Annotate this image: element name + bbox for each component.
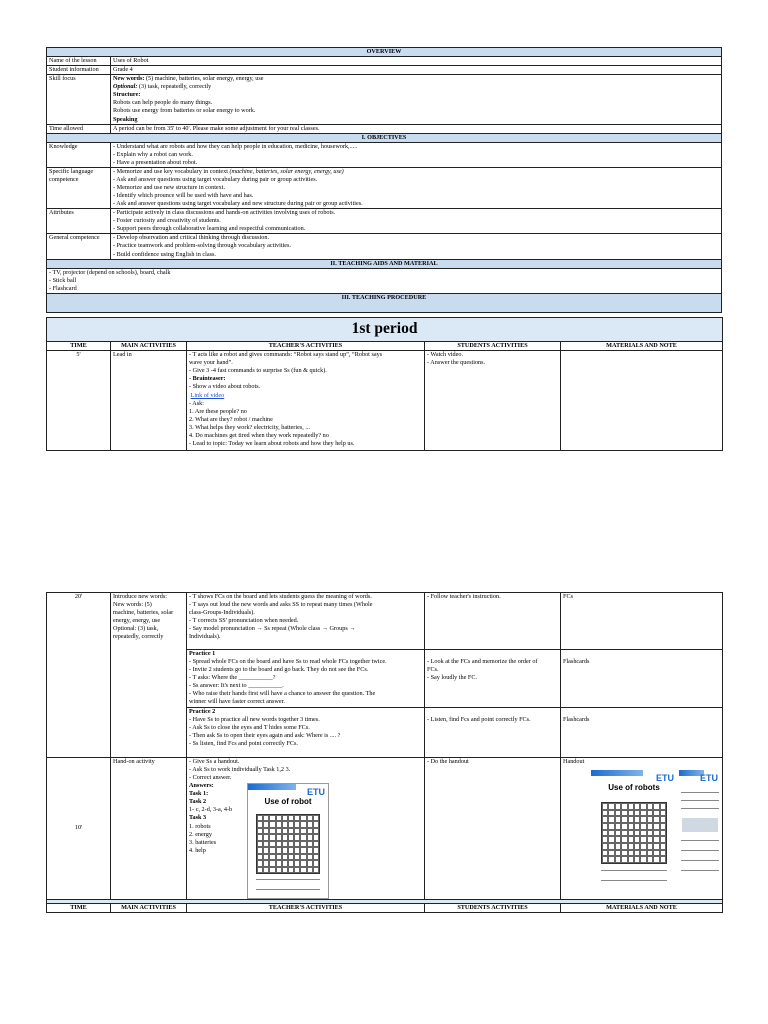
procedure-table-2	[46, 592, 723, 913]
general-line: - Build confidence using English in class.	[113, 250, 216, 258]
teacher-line: - Ask Ss to close the eyes and T hides some FCs.	[189, 724, 310, 732]
knowledge-line: - Have a presentation about robot.	[113, 158, 198, 166]
lesson-name-value: Uses of Robot	[111, 57, 722, 66]
col-time: TIME	[47, 904, 111, 913]
practice1-teacher	[187, 650, 425, 708]
activity-line: New words: (5)	[113, 601, 152, 609]
language-vocab-italic: (machine, batteries, solar energy, energy, use)	[229, 167, 344, 175]
teacher-line: - Ss answer: It's next to ___________.	[189, 682, 284, 690]
video-link[interactable]: Link of video	[190, 391, 225, 399]
knowledge-label: Knowledge	[47, 142, 111, 167]
student-line: - Answer the questions.	[427, 359, 486, 367]
teacher-line: - Say model pronunciation → Ss repeat (Whole class → Groups →	[189, 625, 356, 633]
knowledge-line: - Explain why a robot can work.	[113, 150, 193, 158]
task3-answer: 2. energy	[189, 830, 212, 838]
language-line: - Identify which prounce will be used with have and has.	[113, 192, 254, 200]
teacher-line: - Invite 2 students go to the board and go back. They do not see the FCs.	[189, 666, 369, 674]
teacher-line: Individuals).	[189, 633, 221, 641]
teacher-line: - T asks: Where the ___________?	[189, 674, 276, 682]
attributes-label: Attributes	[47, 209, 111, 234]
lesson-name-label: Name of the lesson	[47, 57, 111, 66]
col-teacher-activities: TEACHER'S ACTIVITIES	[187, 904, 425, 913]
teacher-line: - Who raise their hands first will have a chance to answer the question. The	[189, 690, 376, 698]
answers-label: Answers:	[189, 782, 214, 790]
teacher-line: 3. What helps they work? electricity, batteries, ...	[189, 423, 310, 431]
teacher-line: - Lead to topic: Today we learn about robots and how they help us.	[189, 439, 355, 447]
general-line: - Develop observation and critical thinking through discussion.	[113, 234, 270, 242]
col-main-activities: MAIN ACTIVITIES	[111, 904, 187, 913]
lead-in-activity: Lead in	[111, 351, 187, 451]
student-info-value: Grade 4	[111, 66, 722, 75]
grid-cell	[660, 850, 666, 857]
student-line: - Listen, find Fcs and point correctly FCs.	[427, 716, 531, 724]
col-materials: MATERIALS AND NOTE	[561, 904, 723, 913]
col-materials: MATERIALS AND NOTE	[561, 342, 723, 351]
student-line: - Say loudly the FC.	[427, 674, 478, 682]
new-words-value: (5) machine, batteries, solar energy, energy, use	[144, 75, 264, 83]
student-line: FCs.	[427, 666, 439, 674]
brainteaser-label: - Brainteaser:	[189, 375, 226, 383]
vocab-teacher	[187, 593, 425, 650]
task2-answers: 1- c, 2-d, 3-a, 4-b	[189, 806, 233, 814]
grid-cell	[660, 856, 666, 863]
handout-page-1	[591, 770, 677, 885]
etu-logo: ETU	[700, 773, 718, 783]
task2-label: Task 2	[189, 798, 207, 806]
practice2-materials-text: Flashcards	[563, 716, 590, 724]
teacher-line: - Show a video about robots.	[189, 383, 261, 391]
aids-header: II. TEACHING AIDS AND MATERIAL	[47, 259, 722, 268]
practice1-students	[425, 650, 561, 708]
task3-answer: 1. robots	[189, 822, 211, 830]
vocab-students: - Follow teacher's instruction.	[425, 593, 561, 650]
teacher-line: - Correct answer.	[189, 774, 232, 782]
word-search-grid	[256, 814, 320, 874]
optional-value: (3) task, repeatedly, correctly	[137, 83, 212, 91]
language-label-line: competence	[49, 175, 79, 183]
handout-banner	[248, 784, 296, 790]
activity-line: energy, energy, use	[113, 617, 161, 625]
language-competence-label	[47, 167, 111, 208]
aids-line: - Stick ball	[49, 276, 77, 284]
language-line: - Memorize and use new structure in context.	[113, 184, 226, 191]
student-line: - Look at the FCs and memorize the order of	[427, 658, 538, 666]
time-allowed-value: A period can be from 35' to 40'. Please make some adjustment for your real classes.	[111, 124, 722, 133]
teacher-line: - Ask Ss to work individually Task 1,2 3.	[189, 766, 291, 774]
handout-page-2	[679, 770, 721, 885]
handon-activity: Hand-on activity	[111, 758, 187, 900]
teacher-line: - T corrects SS' pronunciation when needed.	[189, 617, 299, 625]
teacher-line: - Have Ss to practice all new words together 3 times.	[189, 716, 320, 724]
grid-cell	[660, 843, 666, 850]
lead-in-teacher	[187, 351, 425, 451]
activity-line: Introduce new words:	[113, 593, 167, 600]
task3-answer: 4. help	[189, 846, 206, 854]
aids-content	[47, 268, 722, 293]
language-competence-content	[111, 167, 722, 208]
grid-cell	[660, 803, 666, 810]
vocab-activity	[111, 593, 187, 758]
grid-cell	[313, 867, 319, 873]
structure-line: Robots can help people do many things.	[113, 99, 213, 107]
practice2-materials	[561, 708, 723, 758]
col-main-activities: MAIN ACTIVITIES	[111, 342, 187, 351]
teacher-line: winner will have faster correct answer.	[189, 698, 285, 706]
practice1-title: Practice 1	[189, 650, 216, 657]
task3-answer: 3. batteries	[189, 838, 217, 846]
handout-thumbnail	[247, 783, 329, 899]
teacher-line: - Spread whole FCs on the board and have Ss to read whole FCs together twice.	[189, 658, 387, 666]
handon-materials-text: Handout	[563, 758, 585, 765]
structure-line: Robots use energy from batteries or solar energy to work.	[113, 107, 256, 115]
teacher-line: - Ask:	[189, 399, 204, 407]
teacher-line: - Give 3 -4 fast commands to surprise Ss (fun & quick).	[189, 367, 327, 375]
practice1-materials	[561, 650, 723, 708]
aids-line: - Flashcard	[49, 284, 77, 292]
grid-cell	[660, 816, 666, 823]
skill-focus-content	[111, 75, 722, 124]
general-competence-label: General competence	[47, 234, 111, 259]
lead-in-materials	[561, 351, 723, 451]
handon-time: 10'	[47, 758, 111, 900]
teacher-line: 4. Do machines get tired when they work repeatedly? no	[189, 431, 329, 439]
handon-materials	[561, 758, 723, 900]
lead-in-time: 5'	[47, 351, 111, 451]
language-line: - Ask and answer questions using target vocabulary and new structure during pair or group activities.	[113, 200, 363, 208]
objectives-header: I. OBJECTIVES	[47, 133, 722, 142]
handout-image	[682, 818, 718, 832]
etu-logo: ETU	[307, 787, 325, 797]
overview-table	[46, 47, 722, 313]
activity-line: Optional: (3) task,	[113, 625, 159, 633]
teacher-line: - T acts like a robot and gives commands: “Robot says stand up”, “Robot says	[189, 351, 383, 359]
col-teacher-activities: TEACHER'S ACTIVITIES	[187, 342, 425, 351]
overview-header: OVERVIEW	[47, 48, 722, 57]
skill-focus-label: Skill focus	[47, 75, 111, 124]
teacher-line: 1. Are these people? no	[189, 407, 247, 415]
attributes-content	[111, 209, 722, 234]
task3-label: Task 3	[189, 814, 207, 822]
procedure-header: III. TEACHING PROCEDURE	[47, 293, 722, 312]
teacher-line: wave your hand”.	[189, 359, 233, 367]
structure-label: Structure:	[113, 91, 141, 99]
task1-label: Task 1:	[189, 790, 209, 798]
practice2-teacher	[187, 708, 425, 758]
knowledge-content	[111, 142, 722, 167]
handon-students: - Do the handout	[425, 758, 561, 900]
practice1-materials-text: Flashcards	[563, 658, 590, 666]
language-line: - Memorize and use key vocabulary in context	[113, 167, 230, 175]
teacher-line: - Ss listen, find Fcs and point correctly FCs.	[189, 740, 298, 748]
teacher-line: - T shows FCs on the board and lets students guess the meaning of words.	[189, 593, 372, 600]
teacher-line: - Give Ss a handout.	[189, 758, 240, 765]
vocab-time: 20'	[47, 593, 111, 758]
col-students-activities: STUDENTS ACTIVITIES	[425, 904, 561, 913]
attributes-line: - Support peers through collaborative learning and respectful communication.	[113, 225, 306, 233]
period-title: 1st period	[47, 318, 723, 342]
student-info-label: Student information	[47, 66, 111, 75]
speaking-label: Speaking	[113, 115, 138, 123]
attributes-line: - Participate actively in class discussions and hands-on activities involving uses of robots.	[113, 209, 336, 217]
teacher-line: class-Groups-Individuals).	[189, 609, 255, 617]
aids-line: - TV, projector (depend on schools), board, chalk	[49, 268, 171, 276]
word-search-grid	[601, 802, 667, 864]
practice2-students	[425, 708, 561, 758]
handon-teacher	[187, 758, 425, 900]
new-words-label: New words:	[113, 75, 145, 83]
teacher-line: - Then ask Ss to open their eyes again and ask: Where is .... ?	[189, 732, 341, 740]
knowledge-line: - Understand what are robots and how they can help people in education, medicine, housework,.....	[113, 142, 358, 150]
teacher-line: - T says out loud the new words and asks SS to repeat many times (Whole	[189, 601, 373, 609]
activity-line: repeatedly, correctly	[113, 633, 164, 641]
handout-title: Use of robot	[264, 797, 312, 806]
etu-logo: ETU	[656, 773, 674, 783]
general-competence-content	[111, 234, 722, 259]
grid-cell	[660, 830, 666, 837]
attributes-line: - Foster curiosity and creativity of students.	[113, 217, 221, 225]
col-students-activities: STUDENTS ACTIVITIES	[425, 342, 561, 351]
col-time: TIME	[47, 342, 111, 351]
grid-cell	[660, 823, 666, 830]
grid-cell	[660, 836, 666, 843]
lead-in-students	[425, 351, 561, 451]
handout-banner	[591, 770, 643, 776]
general-line: - Practice teamwork and problem-solving through vocabulary activities.	[113, 242, 292, 250]
practice2-title: Practice 2	[189, 708, 216, 715]
activity-line: machine, batteries, solar	[113, 609, 174, 617]
time-allowed-label: Time allowed	[47, 124, 111, 133]
vocab-materials: FCs	[561, 593, 723, 650]
optional-label: Optional:	[113, 83, 138, 91]
teacher-line: 2. What are they? robot / machine	[189, 415, 273, 423]
language-label-line: Specific language	[49, 167, 94, 175]
grid-cell	[660, 810, 666, 817]
student-line: - Watch video.	[427, 351, 463, 359]
handout-title: Use of robots	[608, 783, 660, 792]
period-table	[46, 317, 723, 451]
language-line: - Ask and answer questions using target vocabulary during pair or group activities.	[113, 175, 318, 183]
